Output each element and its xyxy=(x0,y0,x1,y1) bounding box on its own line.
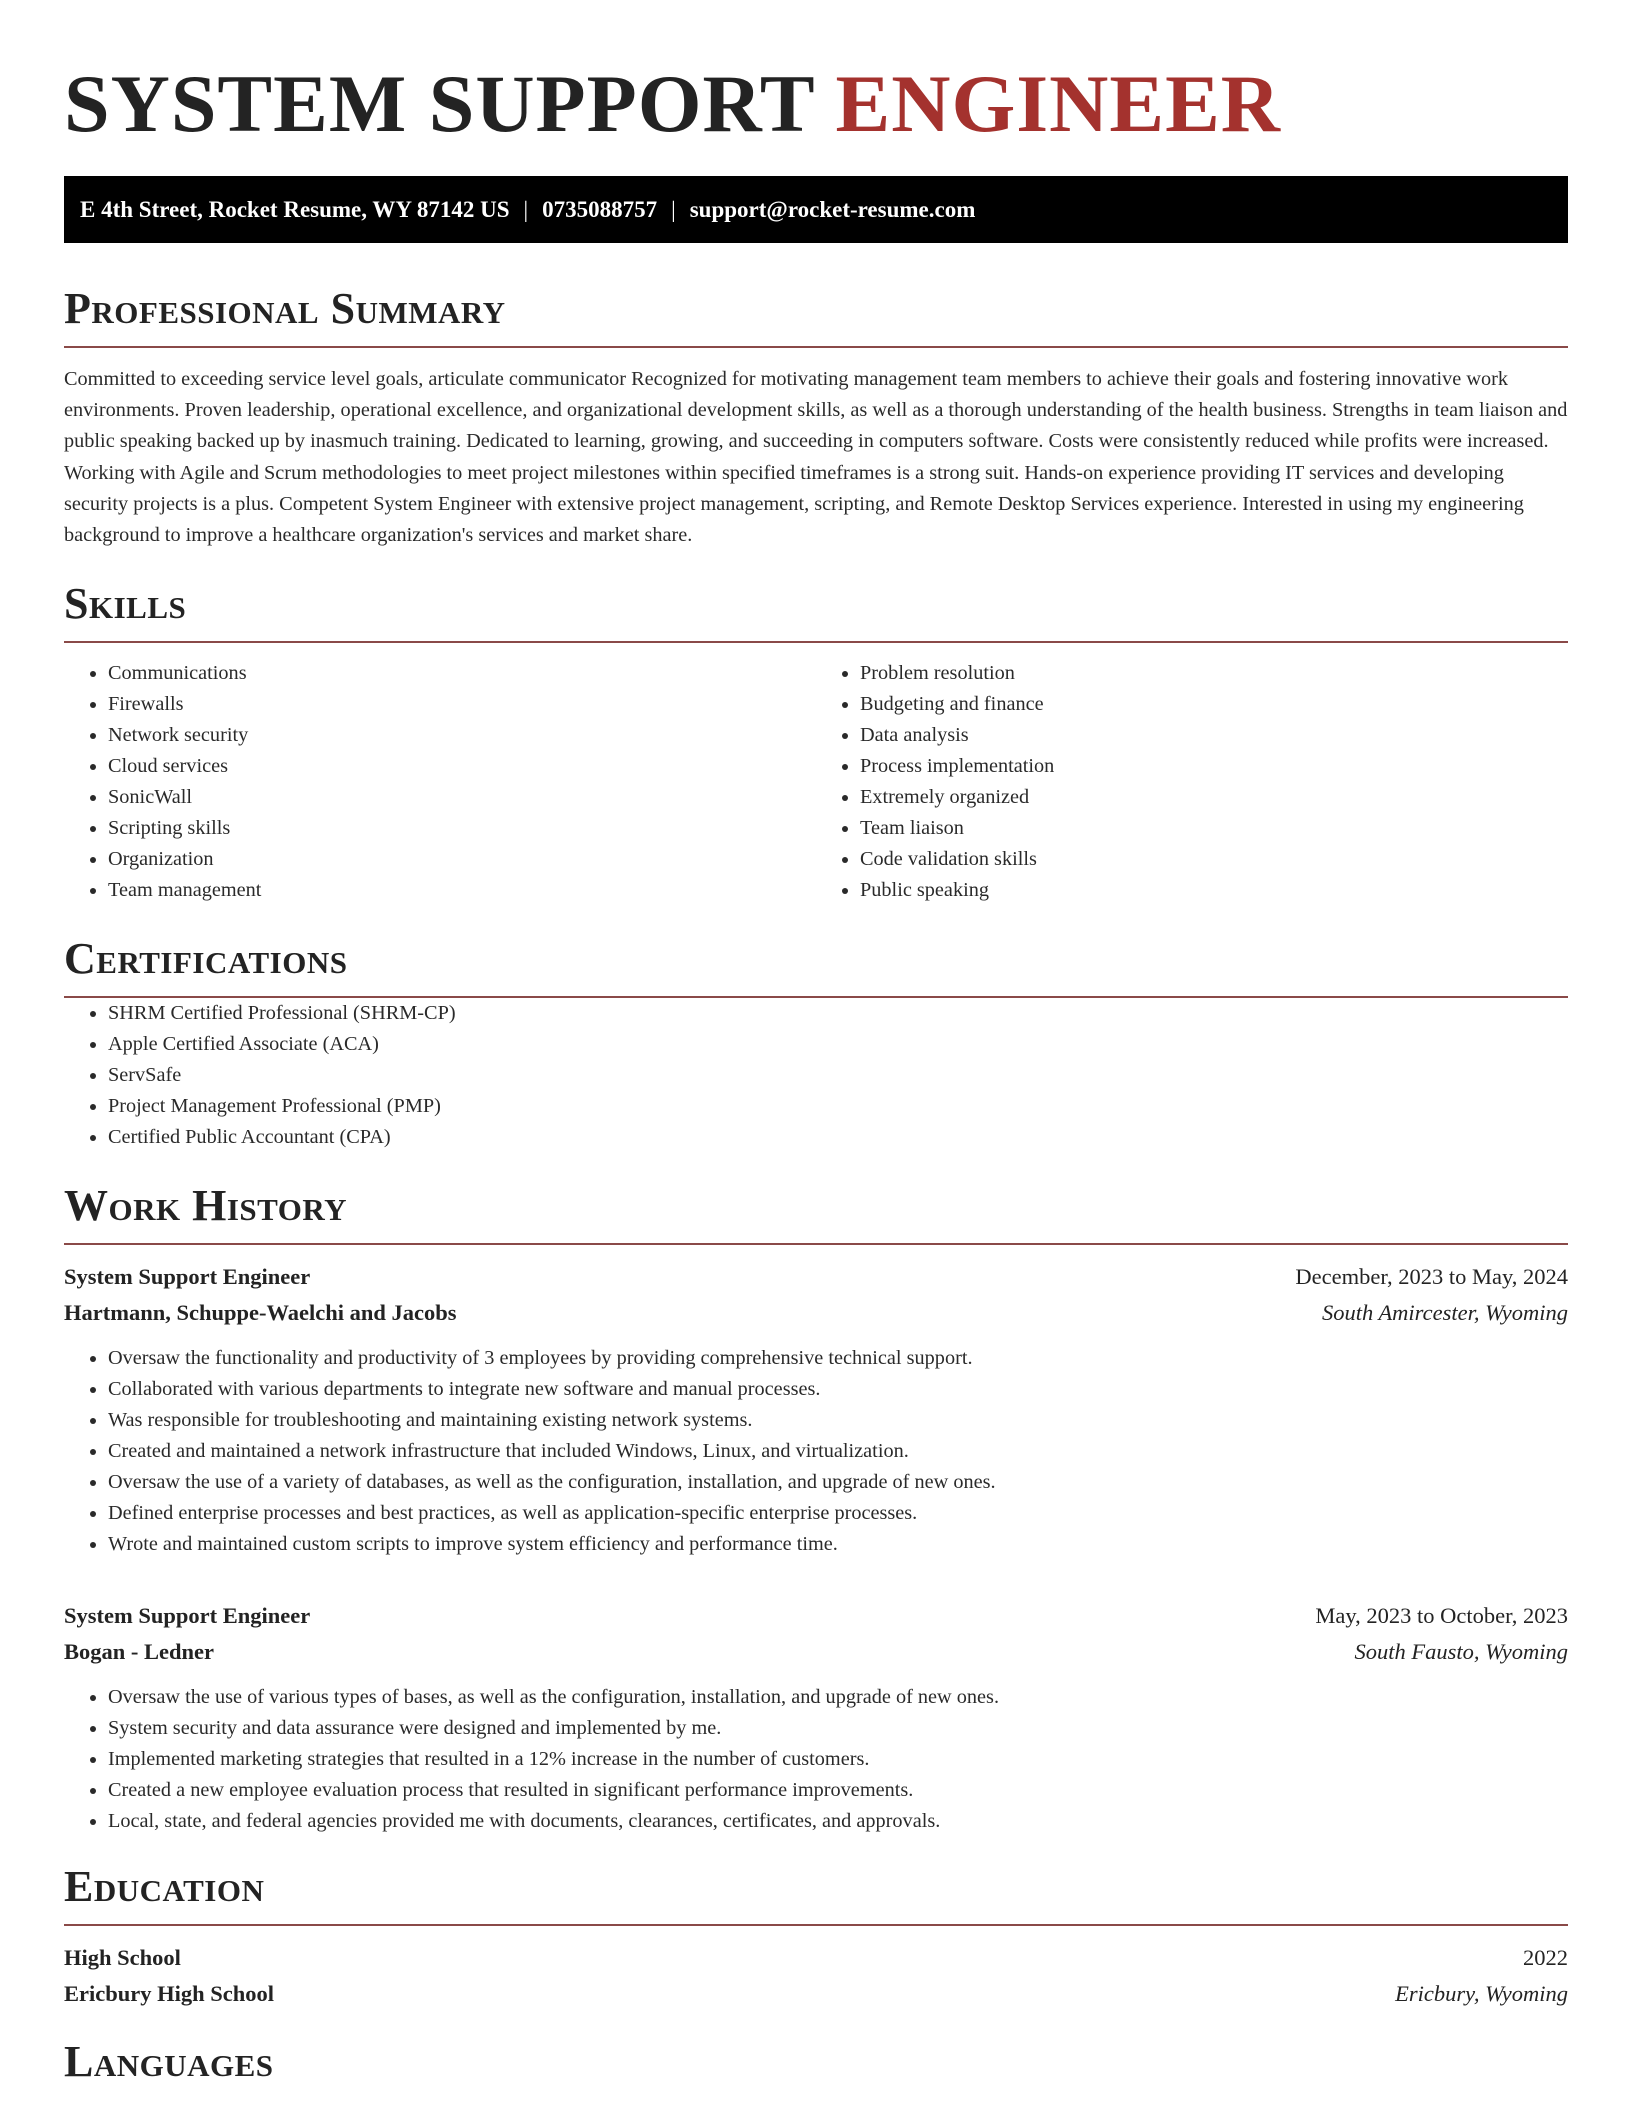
skill-item: • Process implementation xyxy=(860,751,1568,782)
education-section xyxy=(64,1861,1568,2012)
job-bullet: • Oversaw the use of various types of bases, as well as the configuration, installation, and upgrade of new ones. xyxy=(108,1682,1568,1713)
education-degree: High School xyxy=(64,1945,181,1971)
job-company-row xyxy=(64,1295,1568,1331)
skill-item: • Firewalls xyxy=(108,689,816,720)
skills-column-left xyxy=(64,658,816,906)
resume-title xyxy=(64,52,1568,156)
skill-item: • Cloud services xyxy=(108,751,816,782)
work-history-heading: Work History xyxy=(64,1181,348,1231)
job-dates: December, 2023 to May, 2024 xyxy=(1295,1264,1568,1290)
job-dates: May, 2023 to October, 2023 xyxy=(1315,1603,1568,1629)
job-entry xyxy=(64,1598,1568,1837)
skills-section xyxy=(64,578,1568,906)
certification-item: • SHRM Certified Professional (SHRM-CP) xyxy=(108,998,1568,1029)
certifications-section xyxy=(64,933,1568,1153)
summary-section xyxy=(64,283,1568,551)
skills-column-right xyxy=(816,658,1568,906)
work-history-section xyxy=(64,1180,1568,1837)
certifications-list xyxy=(64,998,1568,1153)
job-bullets xyxy=(64,1343,1568,1560)
skills-list-right xyxy=(816,658,1568,906)
certification-item: • Project Management Professional (PMP) xyxy=(108,1091,1568,1122)
certification-item: • ServSafe xyxy=(108,1060,1568,1091)
job-bullet: • Defined enterprise processes and best practices, as well as application-specific enterprise processes. xyxy=(108,1498,1568,1529)
contact-phone: 0735088757 xyxy=(542,196,658,222)
skill-item: • Scripting skills xyxy=(108,813,816,844)
section-divider xyxy=(64,1243,1568,1245)
job-title: System Support Engineer xyxy=(64,1603,311,1629)
contact-bar xyxy=(64,176,1568,243)
skill-item: • Data analysis xyxy=(860,720,1568,751)
title-accent: ENGINEER xyxy=(835,58,1281,149)
skills-grid xyxy=(64,658,1568,906)
skill-item: • Extremely organized xyxy=(860,782,1568,813)
skill-item: • Team management xyxy=(108,875,816,906)
job-company: Hartmann, Schuppe-Waelchi and Jacobs xyxy=(64,1300,457,1326)
skill-item: • Budgeting and finance xyxy=(860,689,1568,720)
job-bullet: • Implemented marketing strategies that resulted in a 12% increase in the number of customers. xyxy=(108,1744,1568,1775)
summary-heading: Professional Summary xyxy=(64,284,506,333)
skills-heading: Skills xyxy=(64,579,187,629)
job-bullet: • Local, state, and federal agencies provided me with documents, clearances, certificates, and approvals. xyxy=(108,1806,1568,1837)
skill-item: • Problem resolution xyxy=(860,658,1568,689)
certifications-heading: Certifications xyxy=(64,934,348,984)
skill-item: • Public speaking xyxy=(860,875,1568,906)
job-bullet: • Oversaw the use of a variety of databases, as well as the configuration, installation, and upgrade of new ones. xyxy=(108,1467,1568,1498)
title-first: SYSTEM SUPPORT xyxy=(64,58,815,149)
job-bullet: • System security and data assurance were designed and implemented by me. xyxy=(108,1713,1568,1744)
skill-item: • Team liaison xyxy=(860,813,1568,844)
work-jobs xyxy=(64,1259,1568,1837)
section-divider xyxy=(64,641,1568,643)
job-company: Bogan - Ledner xyxy=(64,1639,215,1665)
skill-item: • Code validation skills xyxy=(860,844,1568,875)
skill-item: • SonicWall xyxy=(108,782,816,813)
job-bullet: • Oversaw the functionality and productivity of 3 employees by providing comprehensive technical support. xyxy=(108,1343,1568,1374)
job-bullet: • Collaborated with various departments to integrate new software and manual processes. xyxy=(108,1374,1568,1405)
education-degree-row xyxy=(64,1940,1568,1976)
education-entry xyxy=(64,1940,1568,2012)
summary-text: Committed to exceeding service level goals, articulate communicator Recognized for motivating management team members to achieve their goals and fostering innovative work environments. Proven leadership, operational excellence, and organizational development skills, as well as a thorough understanding of the health business. Strengths in team liaison and public speaking backed up by inasmuch training. Dedicated to learning, growing, and succeeding in computers software. Costs were consistently reduced while profits were increased. Working with Agile and Scrum methodologies to meet project milestones within specified timeframes is a strong suit. Hands-on experience providing IT services and developing security projects is a plus. Competent System Engineer with extensive project management, scripting, and Remote Desktop Services experience. Interested in using my engineering background to improve a healthcare organization's services and market share. xyxy=(64,368,1568,547)
contact-email[interactable]: support@rocket-resume.com xyxy=(689,196,976,222)
job-title-row xyxy=(64,1598,1568,1634)
education-school-row xyxy=(64,1976,1568,2012)
languages-section xyxy=(64,2036,1568,2088)
skill-item: • Organization xyxy=(108,844,816,875)
contact-address: E 4th Street, Rocket Resume, WY 87142 US xyxy=(80,196,510,222)
certification-item: • Certified Public Accountant (CPA) xyxy=(108,1122,1568,1153)
skill-item: • Communications xyxy=(108,658,816,689)
certification-item: • Apple Certified Associate (ACA) xyxy=(108,1029,1568,1060)
languages-heading: Languages xyxy=(64,2037,274,2087)
job-entry xyxy=(64,1259,1568,1560)
section-divider xyxy=(64,346,1568,348)
job-title: System Support Engineer xyxy=(64,1264,311,1290)
job-bullets xyxy=(64,1682,1568,1837)
job-bullet: • Wrote and maintained custom scripts to improve system efficiency and performance time. xyxy=(108,1529,1568,1560)
skills-list-left xyxy=(64,658,816,906)
contact-separator: | xyxy=(523,196,529,222)
job-bullet: • Was responsible for troubleshooting and maintaining existing network systems. xyxy=(108,1405,1568,1436)
job-title-row xyxy=(64,1259,1568,1295)
job-bullet: • Created and maintained a network infrastructure that included Windows, Linux, and virtualization. xyxy=(108,1436,1568,1467)
contact-separator: | xyxy=(671,196,676,222)
skill-item: • Network security xyxy=(108,720,816,751)
section-divider xyxy=(64,1924,1568,1926)
education-heading: Education xyxy=(64,1862,265,1912)
job-location: South Fausto, Wyoming xyxy=(1354,1639,1568,1665)
job-location: South Amircester, Wyoming xyxy=(1321,1300,1568,1326)
education-location: Ericbury, Wyoming xyxy=(1395,1981,1568,2007)
job-bullet: • Created a new employee evaluation process that resulted in significant performance improvements. xyxy=(108,1775,1568,1806)
education-year: 2022 xyxy=(1523,1945,1568,1971)
education-school: Ericbury High School xyxy=(64,1981,275,2007)
job-company-row xyxy=(64,1634,1568,1670)
